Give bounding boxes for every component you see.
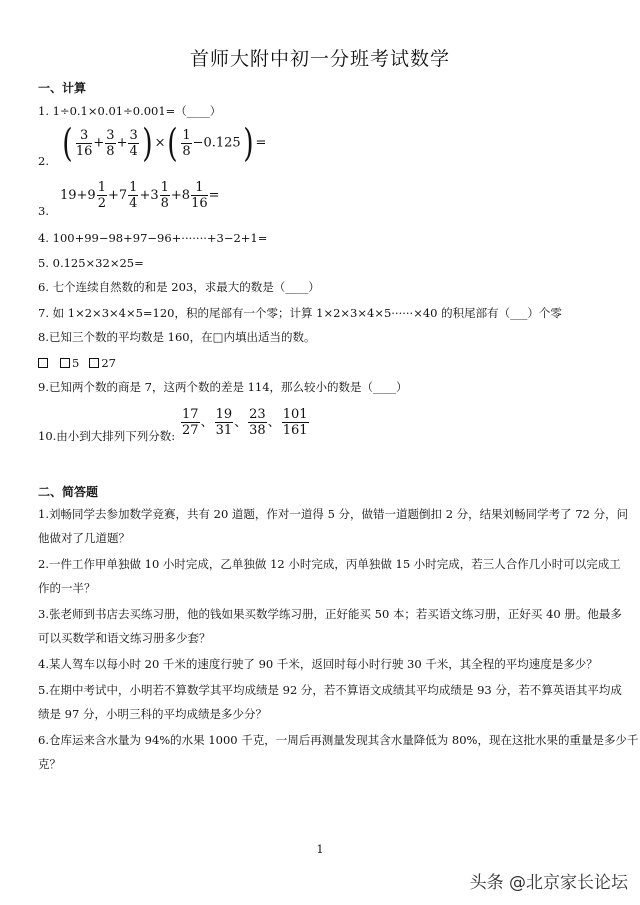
question-2-expression: ( $\frac{3}{16}$ + $\frac{3}{8}$ + $\frac{3}{4}$ ) ×( $\frac{1}{8}$ −0.125) = (62, 121, 267, 165)
fraction: $\frac{3}{16}$ (75, 127, 93, 159)
fraction: $\frac{101}{161}$ (282, 407, 308, 438)
question-2-number: 2. (38, 154, 49, 168)
section-heading-calculation: 一、计算 (38, 81, 87, 95)
question-3-number: 3. (38, 204, 49, 218)
fraction: $\frac{1}{8}$ (182, 127, 191, 159)
problem-line: 可以买数学和语文练习册多少套？ (38, 631, 211, 645)
fraction: $\frac{1}{16}$ (191, 180, 208, 211)
fraction: $\frac{23}{38}$ (249, 407, 266, 438)
section-heading-word-problems: 二、简答题 (38, 485, 99, 499)
fraction: $\frac{3}{4}$ (129, 127, 138, 159)
question-6: 6. 七个连续自然数的和是 203，求最大的数是（____） (38, 280, 320, 294)
problem-line: 2.一件工作甲单独做 10 小时完成，乙单独做 12 小时完成，丙单独做 15 小时完成，若三人合作几小时可以完成工 (38, 557, 621, 571)
problem-line: 5.在期中考试中，小明若不算数学其平均成绩是 92 分，若不算语文成绩其平均成绩是 93 分，若不算英语其平均成 (38, 683, 622, 697)
fraction: $\frac{1}{8}$ (160, 180, 169, 211)
question-3-expression: 19+9 $\frac{1}{2}$ +7 $\frac{1}{4}$ +3 $\frac{1}{8}$ +8 $\frac{1}{16}$ = (60, 180, 220, 211)
question-5: 5. 0.125×32×25= (38, 256, 144, 270)
fraction: $\frac{1}{4}$ (129, 180, 138, 211)
problem-line: 作的一半？ (38, 581, 96, 595)
problem-line: 他做对了几道题？ (38, 531, 130, 545)
problem-line: 1.刘畅同学去参加数学竞赛，共有 20 道题，作对一道得 5 分，做错一道题倒扣 2 分，结果刘畅同学考了 72 分，问 (38, 507, 629, 521)
fraction: $\frac{1}{2}$ (97, 180, 106, 211)
page-number: 1 (316, 843, 324, 856)
question-1: 1. 1÷0.1×0.01÷0.001=（____） (38, 104, 222, 118)
watermark: 头条 @北京家长论坛 (469, 873, 628, 893)
question-8-boxes: 5 27 (38, 356, 116, 370)
question-7: 7. 如 1×2×3×4×5=120，积的尾部有一个零；计算 1×2×3×4×5······×40 的积尾部有（___）个零 (38, 306, 562, 320)
problem-line: 克？ (38, 757, 61, 771)
question-9: 9.已知两个数的商是 7，这两个数的差是 114，那么较小的数是（____） (38, 380, 408, 394)
answer-box (89, 358, 99, 368)
problem-line: 6.仓库运来含水量为 94%的水果 1000 千克，一周后再测量发现其含水量降低为 80%，现在这批水果的重量是多少千 (38, 733, 639, 747)
question-4: 4. 100+99−98+97−96+·······+3−2+1= (38, 231, 268, 245)
answer-box (38, 358, 48, 368)
question-10-label: 10.由小到大排列下列分数: (38, 429, 176, 443)
question-8: 8.已知三个数的平均数是 160，在□内填出适当的数。 (38, 330, 316, 344)
problem-line: 3.张老师到书店去买练习册，他的钱如果买数学练习册，正好能买 50 本；若买语文练习册，正好买 40 册。他最多 (38, 607, 622, 621)
page-title: 首师大附中初一分班考试数学 (189, 48, 450, 70)
answer-box (60, 358, 70, 368)
fraction: $\frac{3}{8}$ (106, 127, 115, 159)
fraction: $\frac{19}{31}$ (215, 407, 233, 438)
problem-line: 4.某人驾车以每小时 20 千米的速度行驶了 90 千米，返回时每小时行驶 30 千米，其全程的平均速度是多少？ (38, 657, 598, 671)
problem-line: 绩是 97 分，小明三科的平均成绩是多少分？ (38, 707, 267, 721)
fraction: $\frac{17}{27}$ (182, 407, 199, 438)
question-10-fractions: $\frac{17}{27}$ 、 $\frac{19}{31}$ 、 $\frac{23}{38}$ 、 $\frac{101}{161}$ (182, 407, 308, 438)
